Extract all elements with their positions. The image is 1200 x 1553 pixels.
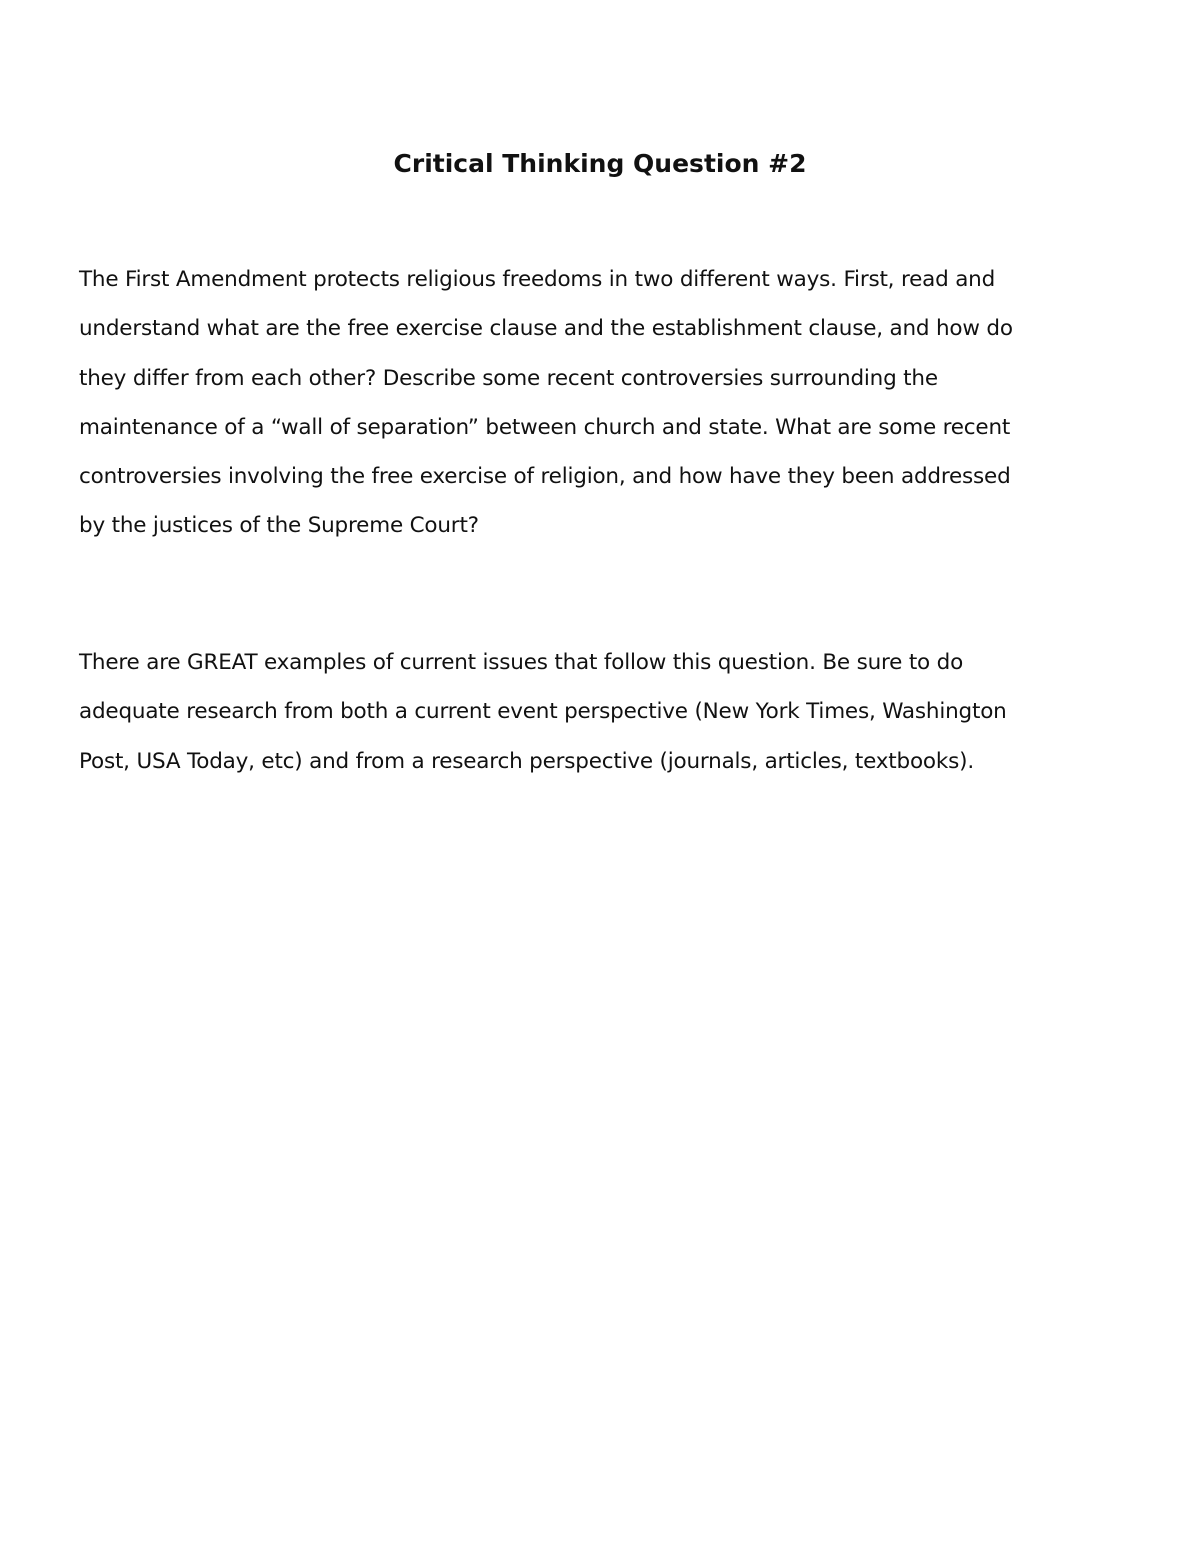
paragraph-line: by the justices of the Supreme Court? — [79, 513, 479, 539]
research-instructions-paragraph — [79, 638, 1079, 786]
paragraph-line: understand what are the free exercise clause and the establishment clause, and how do — [79, 316, 1013, 342]
paragraph-line: Post, USA Today, etc) and from a research perspective (journals, articles, textbooks). — [79, 748, 974, 774]
paragraph-line: There are GREAT examples of current issues that follow this question. Be sure to do — [79, 650, 964, 675]
question-paragraph — [79, 255, 1079, 551]
paragraph-line: adequate research from both a current event perspective (New York Times, Washington — [79, 699, 1007, 725]
paragraph-line: The First Amendment protects religious freedoms in two different ways. First, read and — [79, 267, 996, 292]
paragraph-line: they differ from each other? Describe some recent controversies surrounding the — [79, 365, 938, 391]
page-title: Critical Thinking Question #2 — [393, 149, 807, 178]
paragraph-line: controversies involving the free exercise of religion, and how have they been addressed — [79, 464, 1011, 490]
paragraph-line: maintenance of a “wall of separation” between church and state. What are some recent — [79, 414, 1011, 440]
